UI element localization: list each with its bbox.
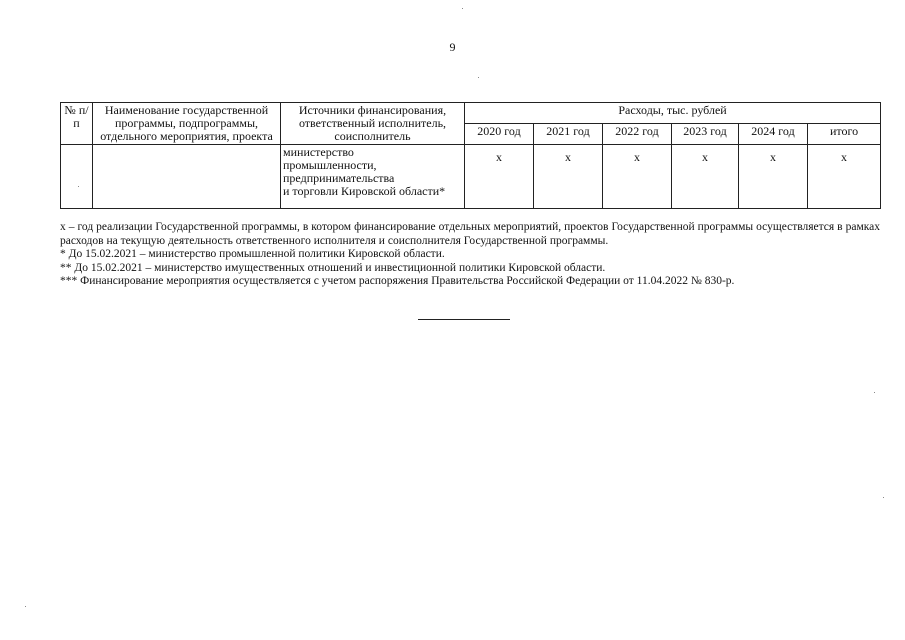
- header-sources: Источники финансирования, ответственный исполнитель, соисполнитель: [281, 103, 465, 145]
- value-total: х: [808, 145, 881, 209]
- source-line: промышленности,: [283, 158, 377, 172]
- scan-speck: [478, 77, 479, 78]
- header-year-2024: 2024 год: [739, 124, 808, 145]
- page-number: 9: [449, 40, 456, 54]
- footnote-x: х – год реализации Государственной программы, в котором финансирование отдельных мероприятий, проектов Государственной программы осуществляется в рамках расходов на текущую деятельность ответственного исполнителя и соисполнителя Государственной программы.: [60, 221, 880, 247]
- value-2024: х: [739, 145, 808, 209]
- scan-speck: [462, 8, 463, 9]
- scan-speck: [25, 606, 26, 607]
- separator-line: [418, 319, 510, 320]
- footnote-1: * До 15.02.2021 – министерство промышленной политики Кировской области.: [60, 248, 445, 260]
- value-2020: х: [465, 145, 534, 209]
- row-source-cell: [281, 145, 465, 209]
- header-total: итого: [808, 124, 881, 145]
- table-header-row: [61, 103, 881, 124]
- footnote-2: ** До 15.02.2021 – министерство имущественных отношений и инвестиционной политики Кировской области.: [60, 261, 606, 274]
- header-year-2020: 2020 год: [465, 124, 534, 145]
- header-year-2021: 2021 год: [534, 124, 603, 145]
- value-2022: х: [603, 145, 672, 209]
- footnote-3: *** Финансирование мероприятия осуществляется с учетом распоряжения Правительства Российской Федерации от 11.04.2022 № 830-р.: [60, 275, 735, 287]
- header-name: Наименование государственной программы, подпрограммы, отдельного мероприятия, проекта: [93, 103, 281, 145]
- source-line: предпринимательства: [283, 171, 395, 185]
- source-line: и торговли Кировской области*: [283, 184, 446, 198]
- row-name-cell: [93, 145, 281, 209]
- value-2021: х: [534, 145, 603, 209]
- footnotes: [60, 221, 880, 289]
- header-num: № п/п: [61, 103, 93, 145]
- header-expenses: Расходы, тыс. рублей: [465, 103, 881, 124]
- row-num-cell: [61, 145, 93, 209]
- header-year-2022: 2022 год: [603, 124, 672, 145]
- header-year-2023: 2023 год: [672, 124, 739, 145]
- scan-speck: [883, 497, 884, 498]
- scan-speck: [874, 392, 875, 393]
- scan-speck: [78, 186, 79, 187]
- source-line: министерство: [283, 145, 354, 159]
- table-row: [61, 145, 881, 209]
- financing-table: [60, 102, 881, 209]
- value-2023: х: [672, 145, 739, 209]
